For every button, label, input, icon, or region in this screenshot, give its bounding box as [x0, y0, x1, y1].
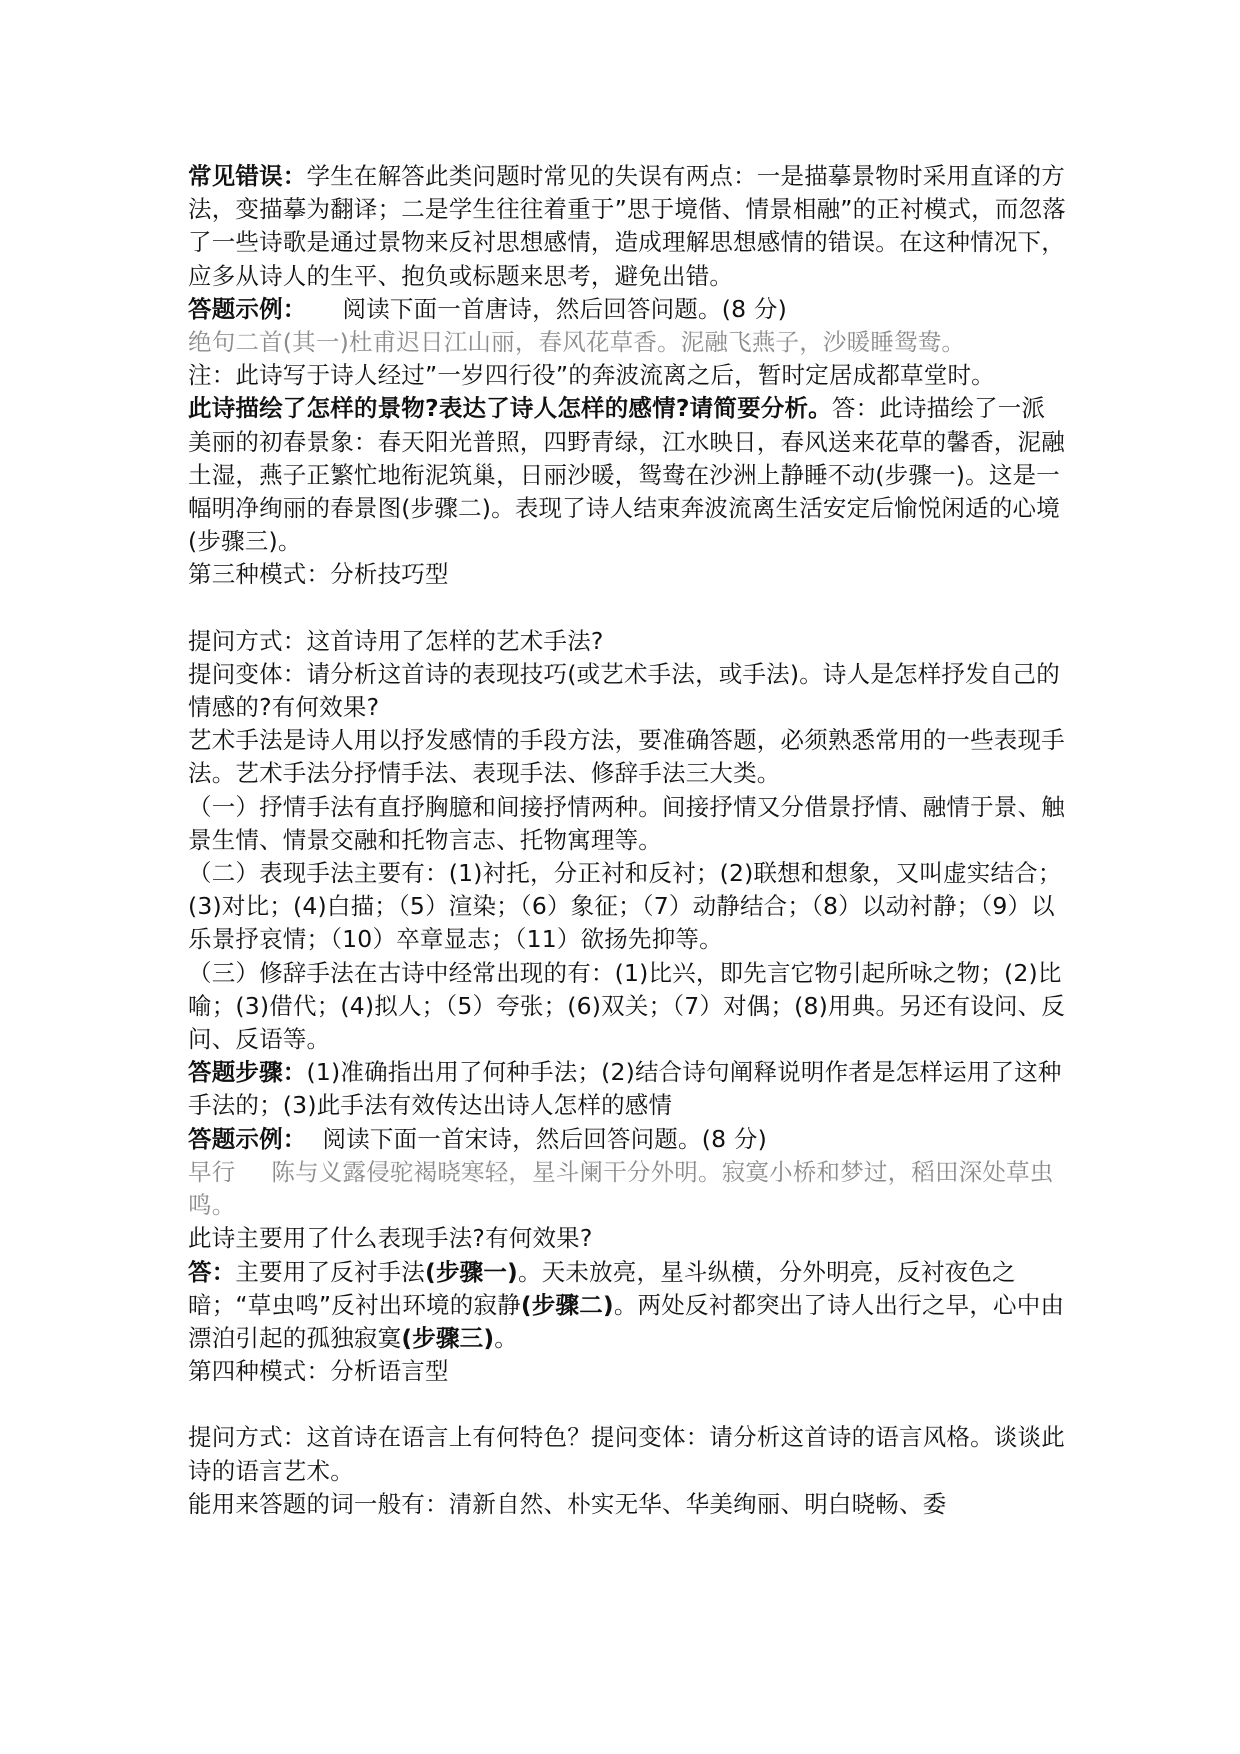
poem-1: 绝句二首(其一)杜甫迟日江山丽，春风花草香。泥融飞燕子，沙暖睡鸳鸯。: [188, 328, 966, 357]
poem-1-note: 注：此诗写于诗人经过”一岁四行役”的奔波流离之后，暂时定居成都草堂时。: [188, 361, 995, 390]
poem-2-body: 陈与义露侵驼褐晓寒轻，星斗阑干分外明。寂寞小桥和梦过，稻田深处草虫鸣。: [188, 1157, 1054, 1220]
answer-2-text-3: 。两处反衬都突出了诗人出行之早，心中由漂泊引起的孤独寂寞: [188, 1290, 1065, 1352]
example-heading-2: [188, 1123, 1068, 1156]
example-label-2: 答题示例：: [188, 1124, 307, 1153]
art-techniques-2: （二）表现手法主要有：(1)衬托，分正衬和反衬；(2)联想和想象，又叫虚实结合；(3)对比；(4)白描；（5）渲染；（6）象征；（7）动静结合；（8）以动衬静；（9）以乐景抒哀情；（10）卒章显志；（11）欲扬先抑等。: [188, 859, 1062, 954]
art-techniques-1: （一）抒情手法有直抒胸臆和间接抒情两种。间接抒情又分借景抒情、融情于景、触景生情、情景交融和托物言志、托物寓理等。: [188, 792, 1065, 854]
answer-1: 答：此诗描绘了一派美丽的初春景象：春天阳光普照，四野青绿，江水映日，春风送来花草的馨香，泥融土湿，燕子正繁忙地衔泥筑巢，日丽沙暖，鸳鸯在沙洲上静睡不动(步骤一)。这是一幅明净绚丽的春景图(步骤二)。表现了诗人结束奔波流离生活安定后愉悦闲适的心境(步骤三)。: [188, 394, 1065, 556]
mode-4-heading: 第四种模式：分析语言型: [188, 1357, 449, 1386]
answer-steps-paragraph: [188, 1056, 1068, 1122]
blank-line: [188, 592, 1068, 625]
answer-2-step-2: (步骤二): [520, 1290, 614, 1319]
answer-2-paragraph: [188, 1256, 1068, 1356]
mode-4-ask: 提问方式：这首诗在语言上有何特色？提问变体：请分析这首诗的语言风格。谈谈此诗的语言艺术。: [188, 1423, 1065, 1485]
answer-2-step-3: (步骤三): [401, 1323, 495, 1352]
document-page: [188, 160, 1068, 1521]
answer-2-label: 答：: [188, 1257, 236, 1286]
question-2: 此诗主要用了什么表现手法?有何效果?: [188, 1224, 593, 1253]
common-errors-label: 常见错误：: [188, 162, 307, 190]
mode-3-heading: 第三种模式：分析技巧型: [188, 560, 449, 589]
art-techniques-3: （三）修辞手法在古诗中经常出现的有：(1)比兴，即先言它物引起所咏之物；(2)比喻；(3)借代；(4)拟人；（5）夸张；(6)双关；（7）对偶；(8)用典。另还有设问、反问、反语等。: [188, 958, 1066, 1054]
answer-2-text-4: 。: [494, 1323, 518, 1352]
answer-steps-text: (1)准确指出用了何种手法；(2)结合诗句阐释说明作者是怎样运用了这种手法的；(3)此手法有效传达出诗人怎样的感情: [188, 1058, 1062, 1120]
question-1-paragraph: [188, 392, 1068, 558]
common-errors-paragraph: [188, 160, 1068, 293]
example-label-1: 答题示例：: [188, 294, 307, 323]
mode-3-variant: 提问变体：请分析这首诗的表现技巧(或艺术手法，或手法)。诗人是怎样抒发自己的情感的?有何效果?: [188, 659, 1060, 722]
example-heading-1: [188, 293, 1068, 326]
question-1: 此诗描绘了怎样的景物?表达了诗人怎样的感情?请简要分析。: [188, 394, 832, 423]
art-techniques-intro: 艺术手法是诗人用以抒发感情的手段方法，要准确答题，必须熟悉常用的一些表现手法。艺术手法分抒情手法、表现手法、修辞手法三大类。: [188, 726, 1065, 788]
example-instruction-1: 阅读下面一首唐诗，然后回答问题。(8 分): [342, 294, 787, 323]
answer-2-step-1: (步骤一): [425, 1257, 518, 1286]
poem-2: [188, 1156, 1068, 1222]
example-instruction-2: 阅读下面一首宋诗，然后回答问题。(8 分): [322, 1124, 767, 1153]
mode-3-ask: 提问方式：这首诗用了怎样的艺术手法?: [188, 626, 604, 655]
common-errors-text: 学生在解答此类问题时常见的失误有两点：一是描摹景物时采用直译的方法，变描摹为翻译；二是学生往往着重于”思于境偕、情景相融”的正衬模式，而忽落了一些诗歌是通过景物来反衬思想感情，造成理解思想感情的错误。在这种情况下，应多从诗人的生平、抱负或标题来思考，避免出错。: [188, 162, 1066, 290]
answer-words: 能用来答题的词一般有：清新自然、朴实无华、华美绚丽、明白晓畅、委: [188, 1489, 947, 1518]
poem-2-title: 早行: [188, 1157, 236, 1186]
answer-steps-label: 答题步骤：: [188, 1058, 307, 1087]
blank-line: [188, 1388, 1068, 1421]
answer-2-text-2: 。天未放亮，星斗纵横，分外明亮，反衬夜色之暗；“草虫鸣”反衬出环境的寂静: [188, 1257, 1016, 1319]
answer-2-text-1: 主要用了反衬手法: [235, 1257, 426, 1286]
